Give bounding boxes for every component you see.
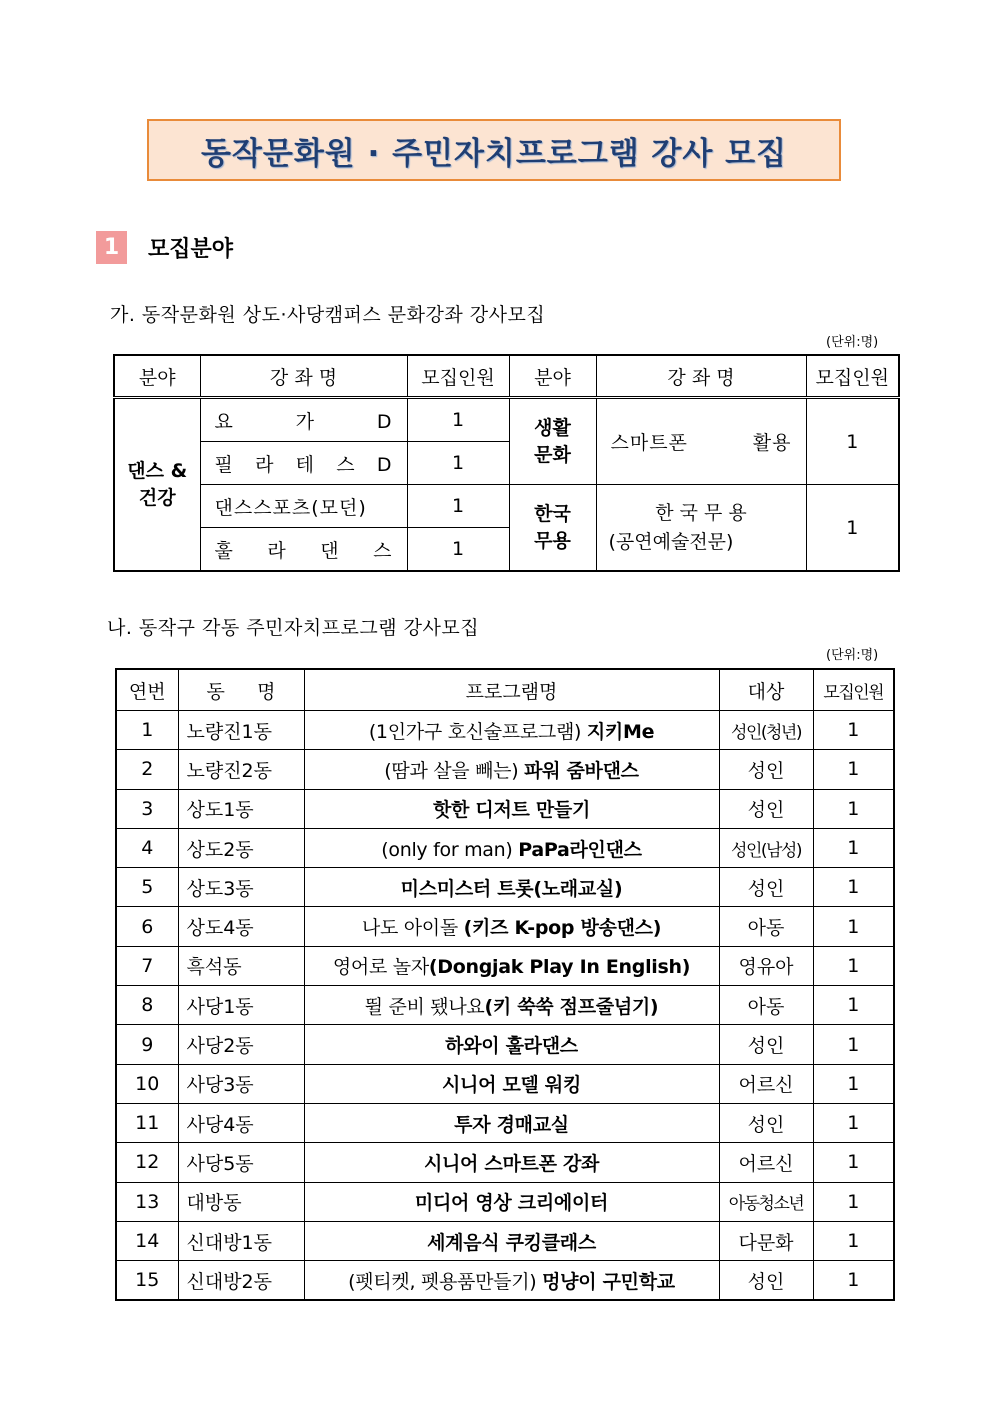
program-name	[304, 1221, 719, 1260]
table-row	[116, 1261, 894, 1301]
header-count: 모집인원	[806, 355, 899, 398]
program-name-bold: PaPa라인댄스	[518, 838, 642, 861]
table-row	[116, 946, 894, 985]
program-name-plain: (only for man)	[381, 838, 519, 861]
header-course-name: 강 좌 명	[596, 355, 806, 398]
row-number: 6	[116, 907, 178, 946]
course-name-line1: 한 국 무 용	[655, 502, 747, 524]
dong-name: 사당4동	[178, 1103, 304, 1142]
program-name-bold: 핫한 디저트 만들기	[432, 799, 591, 822]
program-name-bold: 세계음식 쿠킹클래스	[427, 1231, 596, 1254]
target-group: 아동청소년	[719, 1182, 813, 1221]
course-name-line2: (공연예술전문)	[608, 530, 734, 553]
recruit-count: 1	[813, 1261, 894, 1301]
table-row	[116, 1143, 894, 1182]
target-group: 아동	[719, 986, 813, 1025]
header-category: 분야	[509, 355, 596, 398]
program-name-bold: 지키Me	[586, 720, 655, 743]
header-number: 연번	[116, 669, 178, 711]
program-name-bold: (키 쑥쑥 점프줄넘기)	[484, 995, 659, 1018]
row-number: 15	[116, 1261, 178, 1301]
recruit-count: 1	[813, 1221, 894, 1260]
row-number: 9	[116, 1025, 178, 1064]
dong-name: 상도3동	[178, 868, 304, 907]
program-name	[304, 986, 719, 1025]
program-name-bold: 하와이 훌라댄스	[445, 1035, 578, 1058]
recruit-count: 1	[813, 868, 894, 907]
category-living-culture: 생활 문화	[509, 398, 596, 485]
table-row	[116, 1182, 894, 1221]
program-name-bold: 투자 경매교실	[454, 1113, 569, 1136]
course-name-korean-dance	[596, 485, 806, 572]
program-name	[304, 1103, 719, 1142]
recruit-count: 1	[813, 946, 894, 985]
program-name	[304, 789, 719, 828]
target-group: 성인	[719, 868, 813, 907]
row-number: 1	[116, 711, 178, 750]
course-count: 1	[407, 528, 509, 572]
row-number: 2	[116, 750, 178, 789]
course-count: 1	[407, 442, 509, 485]
recruit-count: 1	[813, 789, 894, 828]
recruit-count: 1	[813, 711, 894, 750]
dong-name: 상도4동	[178, 907, 304, 946]
dong-name: 신대방1동	[178, 1221, 304, 1260]
table-row	[116, 907, 894, 946]
row-number: 11	[116, 1103, 178, 1142]
page-title: 동작문화원 · 주민자치프로그램 강사 모집	[200, 135, 788, 172]
recruit-count: 1	[813, 1025, 894, 1064]
recruit-count: 1	[813, 907, 894, 946]
part-b-unit: (단위:명)	[826, 648, 879, 663]
table-row	[116, 789, 894, 828]
program-name-plain: 나도 아이돌	[361, 917, 464, 940]
row-number: 7	[116, 946, 178, 985]
target-group: 아동	[719, 907, 813, 946]
table-row	[116, 828, 894, 867]
dong-name: 상도2동	[178, 828, 304, 867]
program-name	[304, 1064, 719, 1103]
recruit-count: 1	[813, 1103, 894, 1142]
dong-name: 대방동	[178, 1182, 304, 1221]
header-course-name: 강 좌 명	[200, 355, 407, 398]
target-group: 성인	[719, 1261, 813, 1301]
table-row	[116, 986, 894, 1025]
program-name	[304, 946, 719, 985]
program-name-plain: (펫티켓, 펫용품만들기)	[348, 1270, 543, 1293]
row-number: 8	[116, 986, 178, 1025]
resident-program-table	[115, 668, 895, 1301]
table-row	[116, 1103, 894, 1142]
program-name	[304, 828, 719, 867]
table-row	[116, 750, 894, 789]
program-name-bold: 파워 줌바댄스	[524, 759, 639, 782]
table-row	[116, 1064, 894, 1103]
course-count: 1	[407, 485, 509, 528]
header-count: 모집인원	[407, 355, 509, 398]
table-header-row	[116, 669, 894, 711]
table-row	[116, 1025, 894, 1064]
target-group: 어르신	[719, 1143, 813, 1182]
table-row	[114, 398, 899, 442]
row-number: 14	[116, 1221, 178, 1260]
program-name	[304, 1182, 719, 1221]
category-korean-dance: 한국 무용	[509, 485, 596, 572]
program-name-bold: 미스미스터 트롯(노래교실)	[400, 877, 623, 900]
table-row	[114, 485, 899, 528]
recruit-count: 1	[813, 1182, 894, 1221]
program-name	[304, 907, 719, 946]
header-target: 대상	[719, 669, 813, 711]
recruit-count: 1	[813, 1064, 894, 1103]
section-number-badge: 1	[96, 231, 127, 264]
recruit-count: 1	[813, 828, 894, 867]
row-number: 3	[116, 789, 178, 828]
program-name-plain: 뛸 준비 됐나요	[364, 995, 485, 1018]
course-count: 1	[806, 485, 899, 572]
program-name-bold: 시니어 스마트폰 강좌	[423, 1152, 600, 1175]
dong-name: 사당1동	[178, 986, 304, 1025]
recruit-count: 1	[813, 986, 894, 1025]
course-name: 요 가 D	[200, 398, 407, 442]
recruit-count: 1	[813, 750, 894, 789]
course-name: 훌 라 댄 스	[200, 528, 407, 572]
dong-name: 사당3동	[178, 1064, 304, 1103]
program-name-bold: 시니어 모델 워킹	[441, 1074, 581, 1097]
table-row	[116, 868, 894, 907]
program-name	[304, 750, 719, 789]
row-number: 5	[116, 868, 178, 907]
header-category: 분야	[114, 355, 200, 398]
program-name	[304, 868, 719, 907]
course-count: 1	[407, 398, 509, 442]
row-number: 10	[116, 1064, 178, 1103]
target-group: 성인	[719, 1103, 813, 1142]
row-number: 4	[116, 828, 178, 867]
dong-name: 사당2동	[178, 1025, 304, 1064]
dong-name: 사당5동	[178, 1143, 304, 1182]
table-row	[116, 711, 894, 750]
target-group: 성인	[719, 789, 813, 828]
header-count: 모집인원	[813, 669, 894, 711]
header-program: 프로그램명	[304, 669, 719, 711]
program-name-plain: 영어로 놀자	[332, 956, 429, 979]
program-name-bold: (키즈 K-pop 방송댄스)	[463, 917, 662, 940]
target-group: 성인	[719, 750, 813, 789]
course-name: 댄스스포츠(모던)	[200, 485, 407, 528]
program-name	[304, 1025, 719, 1064]
dong-name: 상도1동	[178, 789, 304, 828]
program-name-bold: 미디어 영상 크리에이터	[414, 1192, 609, 1215]
part-a-heading: 가. 동작문화원 상도·사당캠퍼스 문화강좌 강사모집	[110, 304, 546, 326]
target-group: 성인(남성)	[719, 828, 813, 867]
target-group: 영유아	[719, 946, 813, 985]
table-header-row	[114, 355, 899, 398]
target-group: 성인	[719, 1025, 813, 1064]
header-dong: 동 명	[178, 669, 304, 711]
dong-name: 흑석동	[178, 946, 304, 985]
row-number: 12	[116, 1143, 178, 1182]
program-name-plain: (땀과 살을 빼는)	[384, 759, 525, 782]
dong-name: 신대방2동	[178, 1261, 304, 1301]
program-name	[304, 1143, 719, 1182]
table-row	[116, 1221, 894, 1260]
program-name	[304, 711, 719, 750]
course-count: 1	[806, 398, 899, 485]
cultural-center-table	[113, 354, 900, 572]
part-a-unit: (단위:명)	[826, 335, 879, 350]
course-name: 스마트폰 활용	[596, 398, 806, 485]
row-number: 13	[116, 1182, 178, 1221]
program-name-plain: (1인가구 호신술프로그램)	[368, 720, 587, 743]
part-b-heading: 나. 동작구 각동 주민자치프로그램 강사모집	[107, 617, 480, 639]
program-name-bold: (Dongjak Play In English)	[428, 956, 691, 979]
dong-name: 노량진2동	[178, 750, 304, 789]
recruit-count: 1	[813, 1143, 894, 1182]
course-name: 필 라 테 스 D	[200, 442, 407, 485]
section-title: 모집분야	[148, 237, 234, 262]
target-group: 다문화	[719, 1221, 813, 1260]
program-name-bold: 멍냥이 구민학교	[542, 1270, 675, 1293]
category-dance-health: 댄스 &건강	[114, 398, 200, 572]
program-name	[304, 1261, 719, 1301]
target-group: 어르신	[719, 1064, 813, 1103]
target-group: 성인(청년)	[719, 711, 813, 750]
title-box	[147, 119, 841, 181]
dong-name: 노량진1동	[178, 711, 304, 750]
